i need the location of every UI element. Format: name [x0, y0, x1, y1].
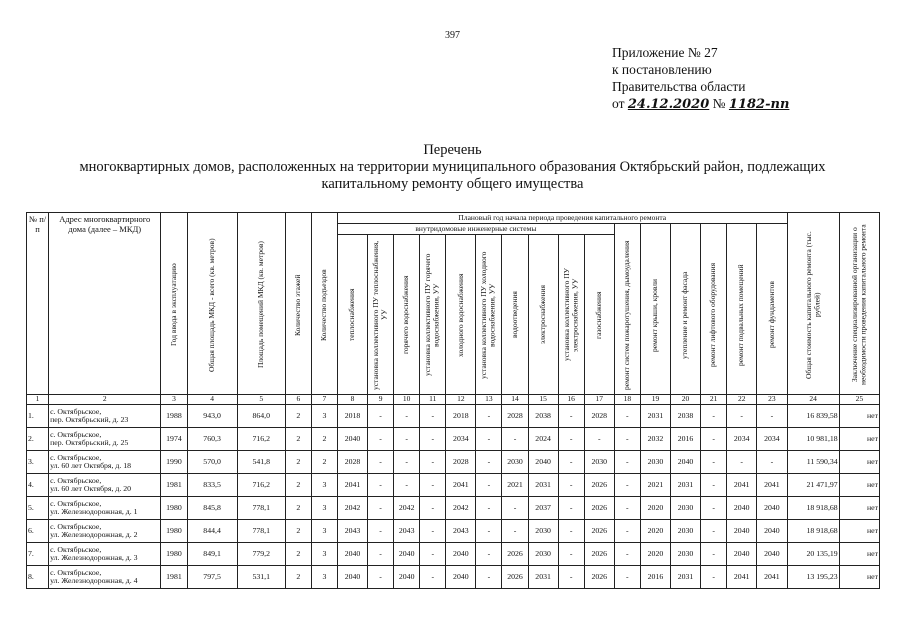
cell-c13: -	[476, 543, 502, 566]
cell-n: 2.	[27, 428, 49, 451]
cell-rooms: 778,1	[237, 497, 285, 520]
header-planned: Плановый год начала периода проведения капитального ремонта	[337, 213, 787, 224]
cell-rooms: 716,2	[237, 428, 285, 451]
cell-ent: 3	[311, 520, 337, 543]
cell-rooms: 531,1	[237, 566, 285, 589]
header-drainage: водоотведения	[502, 235, 528, 395]
cell-year: 1974	[161, 428, 187, 451]
cell-year: 1981	[161, 566, 187, 589]
column-number: 1	[27, 395, 49, 405]
cell-ent: 2	[311, 451, 337, 474]
cell-c10: 2042	[394, 497, 420, 520]
cell-cost: 10 981,18	[787, 428, 839, 451]
column-number: 16	[558, 395, 584, 405]
cell-c15: 2031	[528, 474, 558, 497]
appendix-block	[612, 44, 789, 113]
cell-n: 8.	[27, 566, 49, 589]
title-line-3: капитальному ремонту общего имущества	[321, 176, 584, 192]
cell-c22: 2041	[727, 566, 757, 589]
cell-ent: 3	[311, 474, 337, 497]
appendix-line-2: к постановлению	[612, 62, 712, 77]
cell-address	[49, 497, 161, 520]
cell-cost: 13 195,23	[787, 566, 839, 589]
header-area-rooms: Площадь помещений МКД (кв. метров)	[237, 213, 285, 395]
column-number: 14	[502, 395, 528, 405]
cell-concl: нет	[839, 428, 879, 451]
header-electric: электроснабжения	[528, 235, 558, 395]
cell-address	[49, 543, 161, 566]
cell-c17: 2026	[584, 543, 614, 566]
cell-c8: 2028	[337, 451, 367, 474]
cell-concl: нет	[839, 543, 879, 566]
cell-c9: -	[368, 474, 394, 497]
column-number: 5	[237, 395, 285, 405]
cell-c18: -	[614, 543, 640, 566]
cell-c11: -	[420, 405, 446, 428]
cell-c18: -	[614, 520, 640, 543]
cell-c14: -	[502, 520, 528, 543]
cell-c17: 2026	[584, 497, 614, 520]
header-gas: газоснабжения	[584, 235, 614, 395]
column-number: 20	[670, 395, 700, 405]
cell-n: 6.	[27, 520, 49, 543]
header-cost: Общая стоимость капитального ремонта (тыс. рублей)	[787, 213, 839, 395]
address-line-2: ул. Железнодорожная, д. 1	[50, 507, 138, 516]
cell-area: 760,3	[187, 428, 237, 451]
cell-concl: нет	[839, 451, 879, 474]
table-row	[27, 451, 880, 474]
cell-c18: -	[614, 474, 640, 497]
cell-c9: -	[368, 543, 394, 566]
cell-c18: -	[614, 497, 640, 520]
header-heating: теплоснабжения	[337, 235, 367, 395]
address-line-2: ул. 60 лет Октября, д. 18	[50, 461, 132, 470]
appendix-no: №	[712, 96, 726, 111]
address-line-1: с. Октябрьское,	[50, 452, 102, 462]
cell-c11: -	[420, 451, 446, 474]
cell-c9: -	[368, 520, 394, 543]
header-area-total: Общая площадь МКД - всего (кв. метров)	[187, 213, 237, 395]
table-row	[27, 566, 880, 589]
cell-floors: 2	[285, 497, 311, 520]
cell-c14: 2026	[502, 543, 528, 566]
cell-c13: -	[476, 474, 502, 497]
cell-c20: 2040	[670, 451, 700, 474]
cell-c15: 2030	[528, 543, 558, 566]
column-number-row	[27, 395, 880, 405]
header-basement: ремонт подвальных помещений	[727, 224, 757, 395]
cell-c23: 2041	[757, 474, 787, 497]
address-line-1: с. Октябрьское,	[50, 475, 102, 485]
document-title	[0, 142, 905, 193]
title-line-1: Перечень	[423, 142, 482, 158]
table-row	[27, 474, 880, 497]
header-electric-meter: установка коллективного ПУ электроснабжения, УУ	[558, 235, 584, 395]
appendix-from: от	[612, 96, 625, 111]
cell-area: 845,8	[187, 497, 237, 520]
cell-c10: -	[394, 474, 420, 497]
cell-ent: 3	[311, 497, 337, 520]
cell-c13: -	[476, 428, 502, 451]
header-roof: ремонт крыши, кровли	[640, 224, 670, 395]
header-hot-water-meter: установка коллективного ПУ горячего водоснабжения, УУ	[420, 235, 446, 395]
column-number: 21	[701, 395, 727, 405]
address-line-1: с. Октябрьское,	[50, 429, 102, 439]
cell-rooms: 779,2	[237, 543, 285, 566]
cell-c14: 2026	[502, 566, 528, 589]
cell-c17: -	[584, 428, 614, 451]
cell-c9: -	[368, 405, 394, 428]
cell-floors: 2	[285, 543, 311, 566]
cell-c10: -	[394, 428, 420, 451]
cell-concl: нет	[839, 566, 879, 589]
header-cold-water: холодного водоснабжения	[446, 235, 476, 395]
cell-address	[49, 520, 161, 543]
cell-c11: -	[420, 566, 446, 589]
cell-floors: 2	[285, 520, 311, 543]
cell-floors: 2	[285, 451, 311, 474]
cell-c23: 2040	[757, 543, 787, 566]
cell-c11: -	[420, 428, 446, 451]
cell-c23: -	[757, 451, 787, 474]
column-number: 2	[49, 395, 161, 405]
header-internal: внутридомовые инженерные системы	[337, 224, 614, 235]
cell-concl: нет	[839, 520, 879, 543]
table-row	[27, 497, 880, 520]
cell-c21: -	[701, 405, 727, 428]
cell-c16: -	[558, 428, 584, 451]
cell-c12: 2041	[446, 474, 476, 497]
cell-c20: 2016	[670, 428, 700, 451]
title-line-2: многоквартирных домов, расположенных на территории муниципального образования Октябрьский район, подлежащих	[79, 159, 826, 175]
cell-c18: -	[614, 566, 640, 589]
cell-area: 570,0	[187, 451, 237, 474]
cell-c19: 2032	[640, 428, 670, 451]
cell-ent: 3	[311, 566, 337, 589]
cell-c16: -	[558, 566, 584, 589]
cell-c11: -	[420, 520, 446, 543]
cell-c11: -	[420, 543, 446, 566]
column-number: 10	[394, 395, 420, 405]
cell-c21: -	[701, 543, 727, 566]
table-body	[27, 405, 880, 589]
cell-c9: -	[368, 566, 394, 589]
cell-c14: 2028	[502, 405, 528, 428]
cell-c23: 2041	[757, 566, 787, 589]
cell-area: 844,4	[187, 520, 237, 543]
cell-c19: 2020	[640, 497, 670, 520]
column-number: 17	[584, 395, 614, 405]
cell-n: 3.	[27, 451, 49, 474]
cell-c12: 2043	[446, 520, 476, 543]
address-line-2: ул. Железнодорожная, д. 4	[50, 576, 138, 585]
cell-c20: 2031	[670, 566, 700, 589]
cell-rooms: 716,2	[237, 474, 285, 497]
column-number: 4	[187, 395, 237, 405]
cell-cost: 18 918,68	[787, 520, 839, 543]
cell-concl: нет	[839, 405, 879, 428]
appendix-line-1: Приложение № 27	[612, 45, 718, 60]
header-facade: утепление и ремонт фасада	[670, 224, 700, 395]
cell-c12: 2040	[446, 566, 476, 589]
cell-area: 849,1	[187, 543, 237, 566]
cell-c16: -	[558, 451, 584, 474]
cell-c16: -	[558, 543, 584, 566]
cell-cost: 20 135,19	[787, 543, 839, 566]
cell-c23: 2040	[757, 520, 787, 543]
appendix-number: 1182-пп	[728, 97, 790, 112]
cell-c14: -	[502, 428, 528, 451]
cell-cost: 16 839,58	[787, 405, 839, 428]
address-line-2: ул. Железнодорожная, д. 2	[50, 530, 138, 539]
cell-c8: 2040	[337, 428, 367, 451]
cell-ent: 2	[311, 428, 337, 451]
cell-c14: 2021	[502, 474, 528, 497]
cell-c21: -	[701, 497, 727, 520]
cell-address	[49, 566, 161, 589]
cell-c8: 2041	[337, 474, 367, 497]
cell-cost: 11 590,34	[787, 451, 839, 474]
cell-c22: 2040	[727, 497, 757, 520]
cell-c19: 2030	[640, 451, 670, 474]
cell-c22: -	[727, 451, 757, 474]
column-number: 9	[368, 395, 394, 405]
cell-c16: -	[558, 474, 584, 497]
cell-c9: -	[368, 497, 394, 520]
cell-year: 1988	[161, 405, 187, 428]
header-address: Адрес многоквартирного дома (далее – МКД)	[49, 213, 161, 395]
cell-address	[49, 474, 161, 497]
cell-c8: 2043	[337, 520, 367, 543]
cell-ent: 3	[311, 543, 337, 566]
cell-c12: 2042	[446, 497, 476, 520]
column-number: 15	[528, 395, 558, 405]
header-heating-meter: установка коллективного ПУ теплоснабжения, УУ	[368, 235, 394, 395]
cell-address	[49, 451, 161, 474]
table-row	[27, 428, 880, 451]
column-number: 22	[727, 395, 757, 405]
cell-c8: 2018	[337, 405, 367, 428]
cell-c23: -	[757, 405, 787, 428]
cell-c16: -	[558, 520, 584, 543]
address-line-1: с. Октябрьское,	[50, 521, 102, 531]
cell-c21: -	[701, 451, 727, 474]
cell-c21: -	[701, 428, 727, 451]
cell-c10: 2043	[394, 520, 420, 543]
address-line-1: с. Октябрьское,	[50, 567, 102, 577]
cell-c20: 2031	[670, 474, 700, 497]
column-numbers	[27, 395, 880, 405]
header-cold-water-meter: установка коллективного ПУ холодного водоснабжения, УУ	[476, 235, 502, 395]
cell-floors: 2	[285, 405, 311, 428]
address-line-2: ул. Железнодорожная, д. 3	[50, 553, 138, 562]
cell-rooms: 778,1	[237, 520, 285, 543]
cell-area: 943,0	[187, 405, 237, 428]
column-number: 3	[161, 395, 187, 405]
address-line-1: с. Октябрьское,	[50, 498, 102, 508]
cell-c10: -	[394, 451, 420, 474]
cell-c19: 2020	[640, 520, 670, 543]
header-conclusion: Заключение специализированной организации о необходимости проведения капитального ремонта	[839, 213, 879, 395]
cell-year: 1990	[161, 451, 187, 474]
cell-c22: -	[727, 405, 757, 428]
column-number: 25	[839, 395, 879, 405]
column-number: 24	[787, 395, 839, 405]
cell-c18: -	[614, 428, 640, 451]
cell-c14: 2030	[502, 451, 528, 474]
cell-c17: 2026	[584, 474, 614, 497]
cell-c22: 2040	[727, 520, 757, 543]
cell-ent: 3	[311, 405, 337, 428]
cell-c20: 2030	[670, 543, 700, 566]
appendix-line-3: Правительства области	[612, 79, 746, 94]
cell-c20: 2038	[670, 405, 700, 428]
cell-c13: -	[476, 497, 502, 520]
cell-c12: 2018	[446, 405, 476, 428]
cell-c9: -	[368, 428, 394, 451]
header-hot-water: горячего водоснабжения	[394, 235, 420, 395]
cell-rooms: 864,0	[237, 405, 285, 428]
column-number: 18	[614, 395, 640, 405]
cell-c17: 2030	[584, 451, 614, 474]
column-number: 12	[446, 395, 476, 405]
header-entrances: Количество подъездов	[311, 213, 337, 395]
cell-c8: 2040	[337, 566, 367, 589]
cell-c18: -	[614, 451, 640, 474]
column-number: 13	[476, 395, 502, 405]
cell-c22: 2041	[727, 474, 757, 497]
column-number: 8	[337, 395, 367, 405]
header-elevator: ремонт лифтового оборудования	[701, 224, 727, 395]
cell-concl: нет	[839, 474, 879, 497]
cell-cost: 18 918,68	[787, 497, 839, 520]
column-number: 7	[311, 395, 337, 405]
cell-c11: -	[420, 497, 446, 520]
address-line-1: с. Октябрьское,	[50, 406, 102, 416]
cell-c13: -	[476, 566, 502, 589]
column-number: 23	[757, 395, 787, 405]
cell-c12: 2040	[446, 543, 476, 566]
cell-c12: 2034	[446, 428, 476, 451]
header-foundation: ремонт фундаментов	[757, 224, 787, 395]
cell-c10: -	[394, 405, 420, 428]
cell-n: 4.	[27, 474, 49, 497]
cell-year: 1981	[161, 474, 187, 497]
cell-c10: 2040	[394, 543, 420, 566]
address-line-2: пер. Октябрьский, д. 23	[50, 415, 129, 424]
appendix-date: 24.12.2020	[627, 97, 710, 112]
page-number: 397	[445, 30, 460, 41]
cell-c20: 2030	[670, 520, 700, 543]
header-floors: Количество этажей	[285, 213, 311, 395]
cell-floors: 2	[285, 566, 311, 589]
cell-area: 797,5	[187, 566, 237, 589]
cell-area: 833,5	[187, 474, 237, 497]
cell-c21: -	[701, 566, 727, 589]
cell-c14: -	[502, 497, 528, 520]
column-number: 19	[640, 395, 670, 405]
table-row	[27, 543, 880, 566]
cell-c8: 2042	[337, 497, 367, 520]
cell-concl: нет	[839, 497, 879, 520]
cell-cost: 21 471,97	[787, 474, 839, 497]
cell-c13: -	[476, 451, 502, 474]
cell-floors: 2	[285, 474, 311, 497]
cell-c15: 2038	[528, 405, 558, 428]
cell-c17: 2026	[584, 566, 614, 589]
cell-c22: 2040	[727, 543, 757, 566]
cell-n: 7.	[27, 543, 49, 566]
header-year: Год ввода в эксплуатацию	[161, 213, 187, 395]
cell-address	[49, 405, 161, 428]
cell-year: 1980	[161, 543, 187, 566]
column-number: 11	[420, 395, 446, 405]
address-line-1: с. Октябрьское,	[50, 544, 102, 554]
cell-n: 5.	[27, 497, 49, 520]
cell-c21: -	[701, 474, 727, 497]
cell-c15: 2030	[528, 520, 558, 543]
address-line-2: пер. Октябрьский, д. 25	[50, 438, 129, 447]
cell-c20: 2030	[670, 497, 700, 520]
cell-c13: -	[476, 520, 502, 543]
cell-address	[49, 428, 161, 451]
cell-c15: 2037	[528, 497, 558, 520]
cell-c22: 2034	[727, 428, 757, 451]
cell-c17: 2026	[584, 520, 614, 543]
cell-c12: 2028	[446, 451, 476, 474]
cell-c13: -	[476, 405, 502, 428]
cell-c15: 2024	[528, 428, 558, 451]
cell-c9: -	[368, 451, 394, 474]
table-row	[27, 520, 880, 543]
cell-c8: 2040	[337, 543, 367, 566]
cell-c17: 2028	[584, 405, 614, 428]
address-line-2: ул. 60 лет Октября, д. 20	[50, 484, 132, 493]
houses-table	[26, 212, 880, 589]
header-num: № п/п	[27, 213, 49, 395]
cell-c18: -	[614, 405, 640, 428]
cell-floors: 2	[285, 428, 311, 451]
cell-c19: 2020	[640, 543, 670, 566]
cell-c23: 2034	[757, 428, 787, 451]
cell-c15: 2031	[528, 566, 558, 589]
cell-year: 1980	[161, 520, 187, 543]
cell-rooms: 541,8	[237, 451, 285, 474]
cell-c19: 2021	[640, 474, 670, 497]
header-row-1	[27, 213, 880, 224]
header-fire: ремонт систем пожаротушения, дымоудаления	[614, 224, 640, 395]
cell-c19: 2031	[640, 405, 670, 428]
cell-year: 1980	[161, 497, 187, 520]
cell-c11: -	[420, 474, 446, 497]
cell-c19: 2016	[640, 566, 670, 589]
cell-c16: -	[558, 405, 584, 428]
cell-c10: 2040	[394, 566, 420, 589]
cell-c21: -	[701, 520, 727, 543]
cell-c15: 2040	[528, 451, 558, 474]
appendix-line-4	[612, 95, 789, 113]
column-number: 6	[285, 395, 311, 405]
cell-n: 1.	[27, 405, 49, 428]
cell-c16: -	[558, 497, 584, 520]
table-row	[27, 405, 880, 428]
cell-c23: 2040	[757, 497, 787, 520]
